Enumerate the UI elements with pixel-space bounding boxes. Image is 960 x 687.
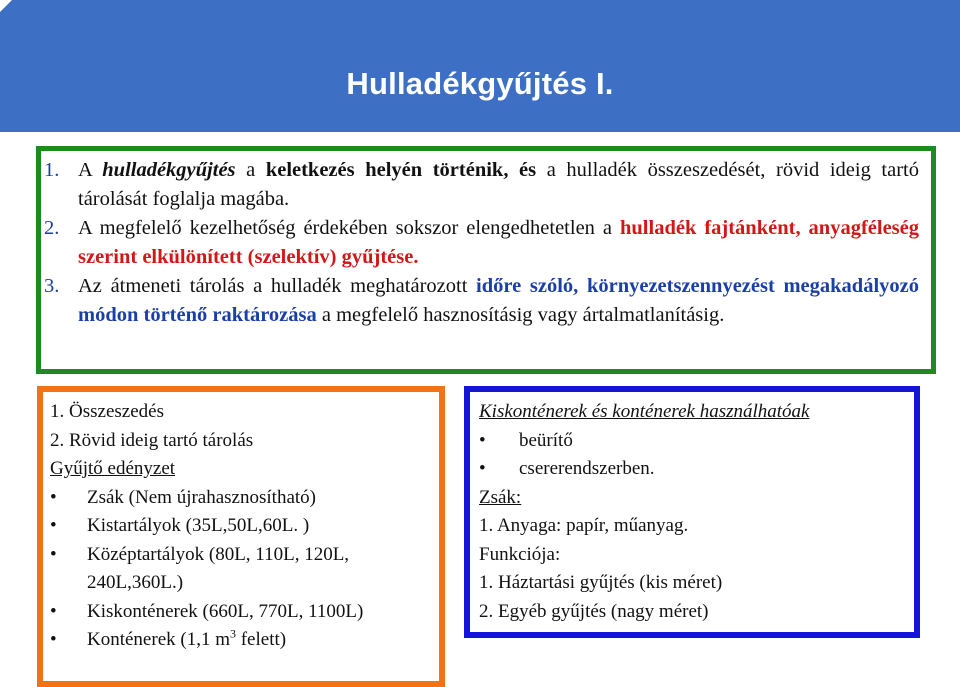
bullet-icon: •: [479, 458, 486, 479]
banner-corner-notch: [0, 0, 12, 12]
text: a: [235, 159, 266, 181]
item-number: 2.: [44, 217, 60, 239]
container-item: [50, 484, 440, 513]
container-item: [50, 598, 440, 627]
text: a megfelelő hasznosításig vagy ártalmatlanításig.: [316, 304, 725, 326]
label-part: felett): [235, 629, 287, 650]
container-label: Zsák (Nem újrahasznosítható): [87, 486, 316, 508]
usage-item: [479, 427, 909, 456]
container-item: [50, 512, 440, 541]
emphasis-term: hulladékgyűjtés: [102, 159, 236, 181]
bullet-icon: •: [50, 515, 57, 536]
definitions-list: [44, 156, 919, 330]
function-heading: Funkciója:: [479, 543, 561, 565]
bullet-icon: •: [50, 600, 57, 622]
definition-item-3: [44, 272, 919, 330]
container-label: Kistartályok (35L,50L,60L. ): [87, 515, 310, 536]
step-storage: 2. Rövid ideig tartó tárolás: [50, 429, 254, 451]
bullet-icon: •: [50, 629, 57, 650]
usage-label: beürítő: [519, 429, 573, 451]
title-banner: [0, 0, 960, 132]
container-label: [87, 626, 287, 650]
highlight-red: hulladék fajtánként, anyagféleség szerint elkülönített (szelektív) gyűjtése.: [78, 217, 920, 268]
usage-label: csererendszerben.: [519, 458, 655, 479]
text: Az átmeneti tárolás a hulladék meghatározott: [78, 275, 477, 297]
bag-material: 1. Anyaga: papír, műanyag.: [479, 515, 689, 536]
containers-heading: Gyűjtő edényzet: [50, 458, 176, 479]
container-label: Középtartályok (80L, 110L, 120L, 240L,360L.): [87, 543, 350, 593]
bullet-icon: •: [50, 486, 57, 508]
definition-item-2: [44, 214, 919, 272]
usage-list: [479, 398, 909, 626]
superscript: 3: [229, 626, 236, 641]
text: A: [78, 159, 103, 181]
container-label: Kiskonténerek (660L, 770L, 1100L): [87, 600, 364, 622]
function-item: 1. Háztartási gyűjtés (kis méret): [479, 572, 723, 593]
bullet-icon: •: [50, 543, 57, 565]
bullet-icon: •: [479, 429, 486, 451]
label-part: Konténerek (1,1 m: [87, 629, 230, 650]
container-item: [50, 541, 440, 598]
function-item: 2. Egyéb gyűjtés (nagy méret): [479, 600, 709, 622]
usage-item: [479, 455, 909, 484]
text: a hulladék összeszedését, rövid ideig tartó tárolását foglalja magába.: [78, 159, 919, 210]
definition-item-1: [44, 156, 919, 214]
step-collection: 1. Összeszedés: [50, 401, 164, 422]
item-number: 1.: [44, 159, 60, 181]
usage-heading: Kiskonténerek és konténerek használhatóak: [479, 401, 810, 422]
collection-list: [50, 398, 440, 655]
emphasis-text: keletkezés helyén történik, és: [265, 159, 537, 181]
container-item: [50, 626, 440, 655]
slide-title: Hulladékgyűjtés I.: [346, 66, 614, 101]
bag-heading: Zsák:: [479, 486, 522, 508]
item-number: 3.: [44, 275, 60, 297]
text: A megfelelő kezelhetőség érdekében sokszor elengedhetetlen a: [78, 217, 620, 239]
highlight-blue: időre szóló, környezetszennyezést megakadályozó módon történő raktározása: [78, 275, 919, 326]
